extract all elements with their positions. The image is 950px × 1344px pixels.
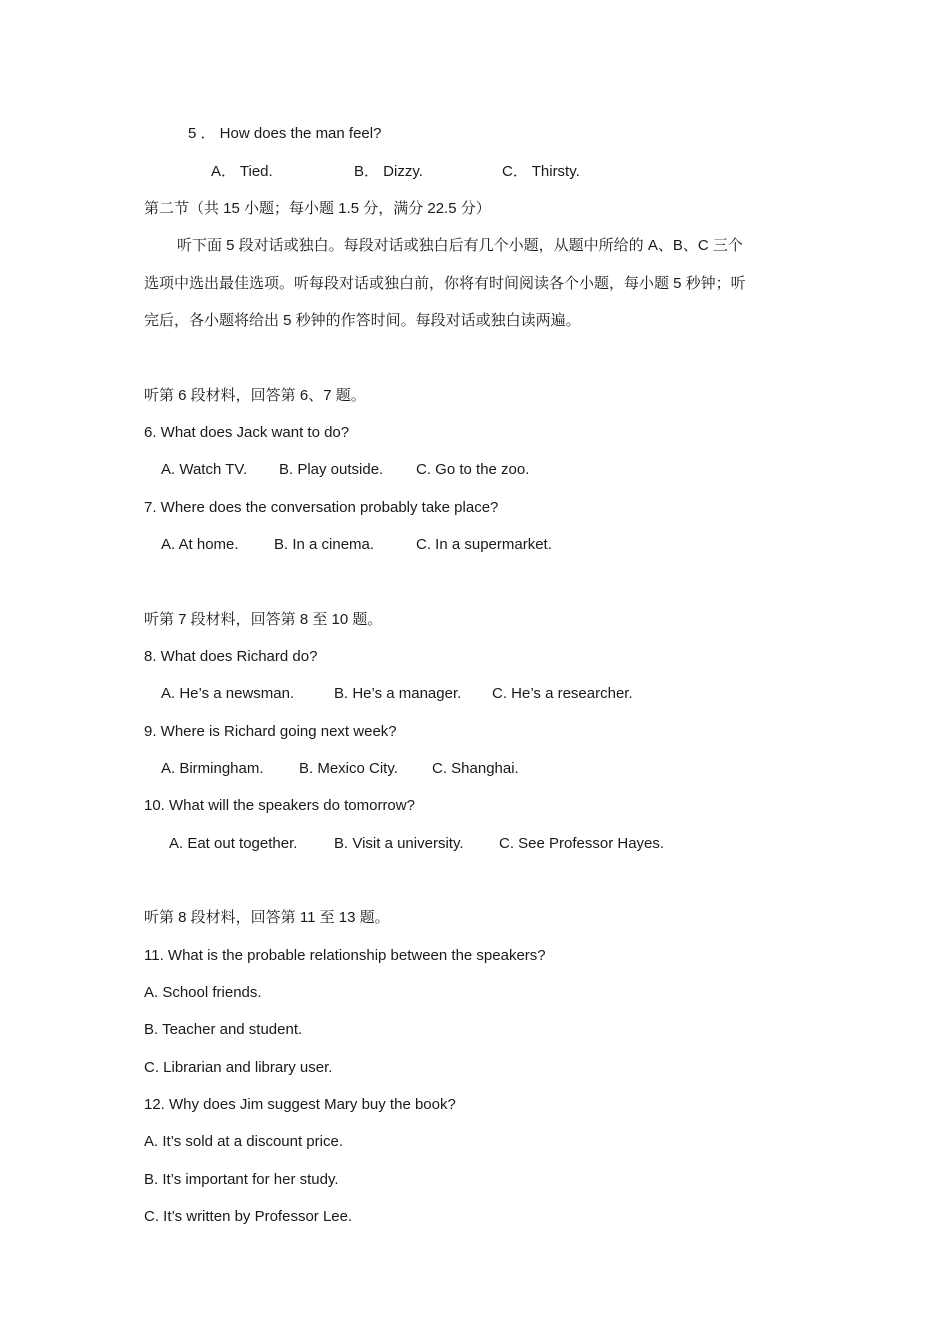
- q5-option-b: B． Dizzy.: [354, 163, 423, 180]
- section2-heading: 第二节（共 15 小题；每小题 1.5 分，满分 22.5 分）: [144, 200, 491, 217]
- q11-question: 11. What is the probable relationship between the speakers?: [144, 947, 546, 964]
- q9-option-c: C. Shanghai.: [432, 760, 519, 777]
- passage6-heading: 听第 6 段材料，回答第 6、7 题。: [144, 387, 366, 404]
- section2-instruction-line-3: 完后，各小题将给出 5 秒钟的作答时间。每段对话或独白读两遍。: [144, 312, 581, 329]
- q5-question: 5 ． How does the man feel?: [188, 125, 382, 142]
- q7-question: 7. Where does the conversation probably take place?: [144, 499, 499, 516]
- section2-instruction-line-2: 选项中选出最佳选项。听每段对话或独白前，你将有时间阅读各个小题，每小题 5 秒钟；听: [144, 275, 746, 292]
- q10-option-a: A. Eat out together.: [169, 835, 298, 852]
- q8-option-c: C. He’s a researcher.: [492, 685, 633, 702]
- q9-question: 9. Where is Richard going next week?: [144, 723, 397, 740]
- q7-option-c: C. In a supermarket.: [416, 536, 552, 553]
- passage8-heading: 听第 8 段材料，回答第 11 至 13 题。: [144, 909, 390, 926]
- q12-option-b: B. It’s important for her study.: [144, 1171, 339, 1188]
- q6-option-c: C. Go to the zoo.: [416, 461, 530, 478]
- q8-option-a: A. He’s a newsman.: [161, 685, 295, 702]
- q10-option-b: B. Visit a university.: [334, 835, 464, 852]
- q6-option-b: B. Play outside.: [279, 461, 384, 478]
- q11-option-b: B. Teacher and student.: [144, 1021, 303, 1038]
- q5-option-c: C． Thirsty.: [502, 163, 580, 180]
- passage7-heading: 听第 7 段材料，回答第 8 至 10 题。: [144, 611, 383, 628]
- q11-option-a: A. School friends.: [144, 984, 262, 1001]
- q6-option-a: A. Watch TV.: [161, 461, 248, 478]
- q12-option-a: A. It’s sold at a discount price.: [144, 1133, 343, 1150]
- q7-option-a: A. At home.: [161, 536, 239, 553]
- q9-option-b: B. Mexico City.: [299, 760, 398, 777]
- q11-option-c: C. Librarian and library user.: [144, 1059, 333, 1076]
- q12-option-c: C. It’s written by Professor Lee.: [144, 1208, 353, 1225]
- q10-question: 10. What will the speakers do tomorrow?: [144, 797, 415, 814]
- q6-question: 6. What does Jack want to do?: [144, 424, 350, 441]
- q12-question: 12. Why does Jim suggest Mary buy the book?: [144, 1096, 456, 1113]
- section2-instruction-line-1: 听下面 5 段对话或独白。每段对话或独白后有几个小题，从题中所给的 A、B、C 三个: [177, 237, 743, 254]
- q9-option-a: A. Birmingham.: [161, 760, 264, 777]
- q8-option-b: B. He’s a manager.: [334, 685, 462, 702]
- q7-option-b: B. In a cinema.: [274, 536, 375, 553]
- q5-option-a: A． Tied.: [211, 163, 273, 180]
- q10-option-c: C. See Professor Hayes.: [499, 835, 665, 852]
- q8-question: 8. What does Richard do?: [144, 648, 318, 665]
